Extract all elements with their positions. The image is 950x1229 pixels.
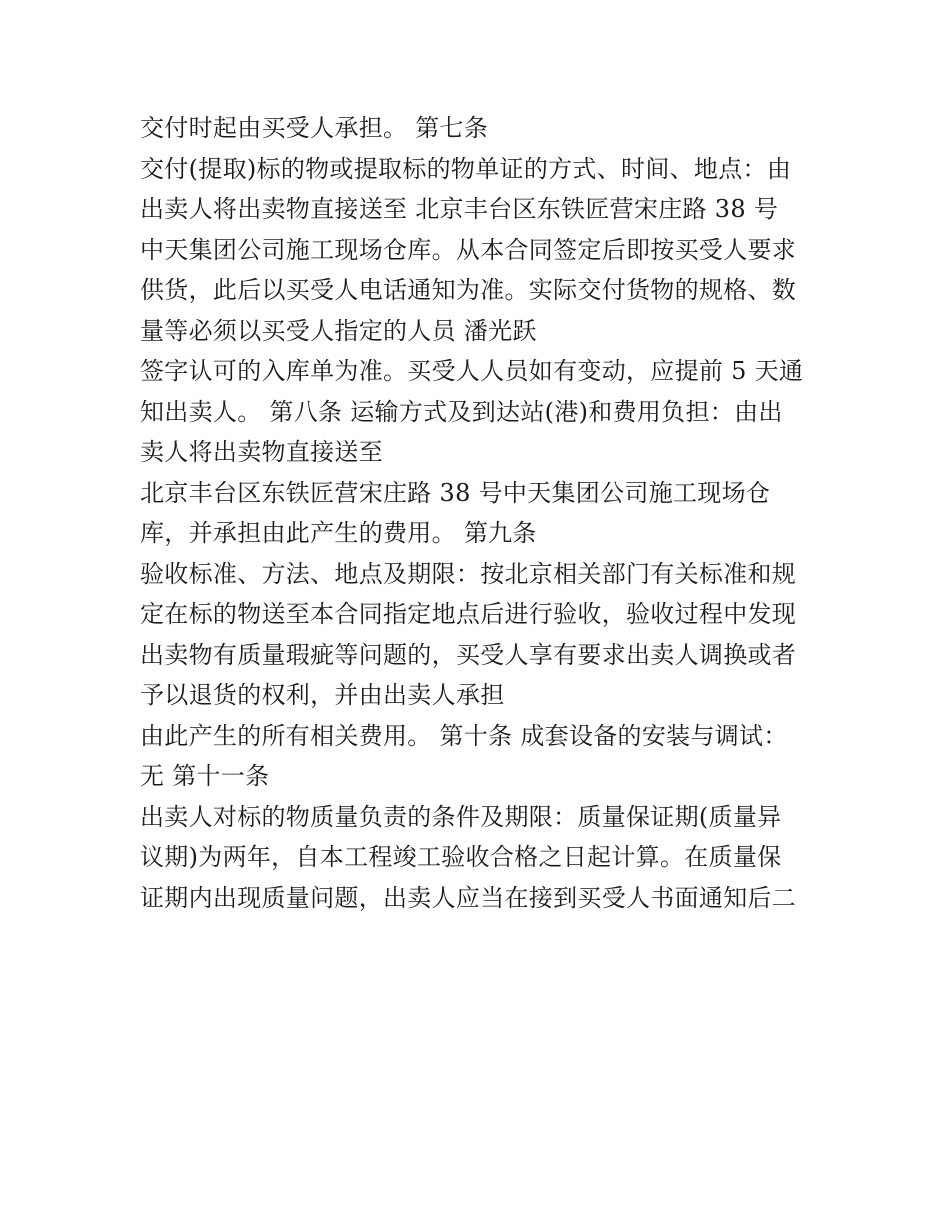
text-line: 交付(提取)标的物或提取标的物单证的方式、时间、地点：由 (140, 154, 792, 183)
contract-text-body (140, 108, 840, 918)
text-line: 出卖物有质量瑕疵等问题的，买受人享有要求出卖人调换或者 (140, 640, 797, 669)
text-line: 知出卖人。 第八条 运输方式及到达站(港)和费用负担：由出 (140, 397, 783, 426)
text-line: 库，并承担由此产生的费用。 第九条 (140, 519, 537, 547)
text-line: 议期)为两年，自本工程竣工验收合格之日起计算。在质量保 (140, 843, 782, 871)
text-line: 定在标的物送至本合同指定地点后进行验收，验收过程中发现 (140, 600, 797, 628)
text-line: 予以退货的权利，并由出卖人承担 (140, 681, 505, 709)
text-line: 量等必须以买受人指定的人员 潘光跃 (140, 316, 537, 345)
text-line: 中天集团公司施工现场仓库。从本合同签定后即按买受人要求 (140, 235, 797, 264)
text-line: 北京丰台区东铁匠营宋庄路 38 号中天集团公司施工现场仓 (140, 478, 771, 507)
text-line: 证期内出现质量问题，出卖人应当在接到买受人书面通知后二 (140, 883, 797, 912)
text-line: 供货，此后以买受人电话通知为准。实际交付货物的规格、数 (140, 276, 797, 304)
text-line: 由此产生的所有相关费用。 第十条 成套设备的安装与调试： (140, 721, 788, 750)
text-line: 卖人将出卖物直接送至 (140, 438, 383, 466)
text-line: 交付时起由买受人承担。 第七条 (140, 114, 489, 142)
text-line: 出卖人将出卖物直接送至 北京丰台区东铁匠营宋庄路 38 号 (140, 195, 779, 223)
text-line: 出卖人对标的物质量负责的条件及期限：质量保证期(质量异 (140, 802, 782, 831)
text-line: 签字认可的入库单为准。买受人人员如有变动，应提前 5 天通 (140, 357, 804, 385)
text-line: 验收标准、方法、地点及期限：按北京相关部门有关标准和规 (140, 559, 797, 588)
text-line: 无 第十一条 (140, 762, 270, 790)
